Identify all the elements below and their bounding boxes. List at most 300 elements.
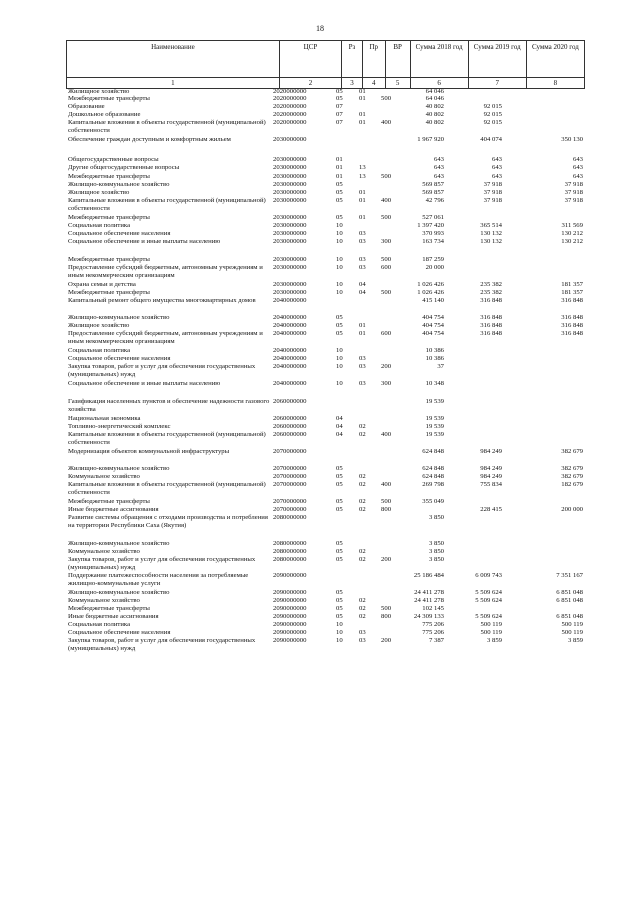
row-sum-2018: 37 (437, 363, 444, 370)
row-sum-2018: 40 802 (425, 103, 444, 110)
row-sum-2020: 382 679 (561, 448, 583, 455)
row-pr: 03 (359, 264, 366, 271)
row-name: Коммунальное хозяйство (68, 473, 140, 480)
row-sum-2020: 182 679 (561, 481, 583, 488)
row-sum-2018: 7 387 (428, 637, 444, 644)
row-sum-2020: 200 000 (561, 506, 583, 513)
row-rz: 05 (336, 314, 343, 321)
page-number: 18 (316, 24, 324, 33)
row-sum-2018: 64 046 (425, 88, 444, 95)
budget-table (66, 40, 585, 856)
row-rz: 05 (336, 322, 343, 329)
row-sum-2018: 42 796 (425, 197, 444, 204)
row-csr: 2080000000 (273, 540, 307, 547)
row-rz: 10 (336, 637, 343, 644)
row-pr: 04 (359, 281, 366, 288)
row-sum-2019: 316 848 (480, 330, 502, 337)
row-name: Социальное обеспечение и иные выплаты населению (68, 238, 221, 245)
row-sum-2018: 370 993 (422, 230, 444, 237)
row-name: Социальная политика (68, 621, 131, 628)
row-vr: 300 (381, 380, 392, 387)
row-csr: 2090000000 (273, 613, 307, 620)
row-sum-2019: 37 918 (483, 181, 502, 188)
row-sum-2020: 382 679 (561, 465, 583, 472)
row-csr: 2020000000 (273, 103, 307, 110)
row-rz: 05 (336, 181, 343, 188)
row-csr: 2090000000 (273, 572, 307, 579)
row-rz: 10 (336, 347, 343, 354)
row-rz: 10 (336, 256, 343, 263)
row-name: Социальное обеспечение населения (68, 355, 171, 362)
row-name: Социальная политика (68, 347, 131, 354)
row-sum-2018: 10 386 (425, 347, 444, 354)
row-rz: 05 (336, 556, 343, 563)
row-sum-2018: 404 754 (422, 330, 444, 337)
row-sum-2020: 3 859 (567, 637, 583, 644)
row-sum-2018: 19 539 (425, 415, 444, 422)
row-csr: 2030000000 (273, 264, 307, 271)
row-pr: 03 (359, 238, 366, 245)
row-pr: 02 (359, 423, 366, 430)
row-sum-2019: 984 249 (480, 448, 502, 455)
row-rz: 05 (336, 605, 343, 612)
header-2019: Сумма 2019 год (468, 41, 526, 78)
row-name: Социальное обеспечение населения (68, 230, 171, 237)
row-name: Закупка товаров, работ и услуг для обеспечения государственных (муниципальных) нужд (68, 363, 256, 378)
row-csr: 2090000000 (273, 629, 307, 636)
row-sum-2020: 316 848 (561, 314, 583, 321)
row-rz: 05 (336, 506, 343, 513)
row-rz: 05 (336, 95, 343, 102)
row-name: Общегосударственные вопросы (68, 156, 159, 163)
row-sum-2019: 643 (491, 173, 502, 180)
row-sum-2020: 181 357 (561, 289, 583, 296)
row-csr: 2040000000 (273, 363, 307, 370)
row-rz: 05 (336, 481, 343, 488)
row-pr: 02 (359, 481, 366, 488)
row-sum-2020: 6 851 048 (556, 597, 583, 604)
row-pr: 02 (359, 506, 366, 513)
row-sum-2019: 235 382 (480, 281, 502, 288)
row-pr: 02 (359, 613, 366, 620)
row-sum-2020: 37 918 (564, 197, 583, 204)
row-name: Межбюджетные трансферты (68, 214, 150, 221)
row-sum-2019: 3 859 (486, 637, 502, 644)
row-rz: 07 (336, 111, 343, 118)
row-csr: 2040000000 (273, 355, 307, 362)
row-name: Жилищное хозяйство (68, 88, 130, 95)
row-csr: 2040000000 (273, 380, 307, 387)
row-sum-2019: 37 918 (483, 197, 502, 204)
row-csr: 2030000000 (273, 173, 307, 180)
row-rz: 01 (336, 164, 343, 171)
row-sum-2019: 92 015 (483, 119, 502, 126)
row-csr: 2090000000 (273, 605, 307, 612)
row-sum-2018: 24 411 278 (414, 589, 444, 596)
row-vr: 500 (381, 605, 392, 612)
row-sum-2019: 92 015 (483, 103, 502, 110)
row-sum-2019: 643 (491, 156, 502, 163)
row-vr: 800 (381, 506, 392, 513)
row-name: Капитальные вложения в объекты государственной (муниципальной) собственности (68, 481, 266, 496)
row-sum-2018: 1 026 426 (417, 289, 444, 296)
row-rz: 10 (336, 230, 343, 237)
row-sum-2018: 269 798 (422, 481, 444, 488)
row-pr: 02 (359, 431, 366, 438)
row-sum-2018: 187 259 (422, 256, 444, 263)
row-csr: 2040000000 (273, 322, 307, 329)
row-name: Модернизация объектов коммунальной инфраструктуры (68, 448, 230, 455)
row-pr: 02 (359, 548, 366, 555)
row-vr: 500 (381, 498, 392, 505)
row-name: Жилищно-коммунальное хозяйство (68, 314, 170, 321)
row-rz: 05 (336, 540, 343, 547)
col-num: 3 (342, 78, 363, 89)
row-sum-2018: 3 850 (428, 540, 444, 547)
row-sum-2020: 181 357 (561, 281, 583, 288)
row-pr: 03 (359, 629, 366, 636)
row-sum-2018: 355 049 (422, 498, 444, 505)
row-sum-2020: 500 119 (561, 629, 583, 636)
row-pr: 03 (359, 256, 366, 263)
row-csr: 2070000000 (273, 473, 307, 480)
row-sum-2018: 3 850 (428, 548, 444, 555)
row-csr: 2070000000 (273, 465, 307, 472)
header-csr: ЦСР (279, 41, 341, 78)
row-name: Национальная экономика (68, 415, 141, 422)
row-pr: 04 (359, 289, 366, 296)
row-sum-2018: 19 539 (425, 423, 444, 430)
row-csr: 2080000000 (273, 548, 307, 555)
row-name: Межбюджетные трансферты (68, 173, 150, 180)
row-rz: 05 (336, 197, 343, 204)
row-pr: 01 (359, 88, 366, 95)
row-pr: 03 (359, 363, 366, 370)
row-sum-2018: 1 026 426 (417, 281, 444, 288)
row-name: Газификация населенных пунктов и обеспечение надежности газового хозяйства (68, 398, 270, 413)
row-rz: 04 (336, 423, 343, 430)
row-name: Межбюджетные трансферты (68, 498, 150, 505)
row-name: Межбюджетные трансферты (68, 95, 150, 102)
header-2018: Сумма 2018 год (410, 41, 468, 78)
row-sum-2018: 3 850 (428, 514, 444, 521)
row-csr: 2060000000 (273, 423, 307, 430)
header-2020: Сумма 2020 год (526, 41, 584, 78)
row-rz: 07 (336, 103, 343, 110)
col-num: 6 (410, 78, 468, 89)
header-name: Наименование (67, 41, 280, 78)
row-sum-2018: 3 850 (428, 556, 444, 563)
row-name: Предоставление субсидий бюджетным, автономным учреждениям и иным некоммерческим организациям (68, 330, 263, 345)
row-sum-2019: 5 509 624 (475, 597, 502, 604)
row-sum-2019: 130 132 (480, 230, 502, 237)
row-sum-2018: 25 186 484 (413, 572, 444, 579)
row-sum-2019: 755 834 (480, 481, 502, 488)
row-sum-2020: 643 (572, 156, 583, 163)
row-sum-2020: 311 569 (561, 222, 583, 229)
row-vr: 500 (381, 289, 392, 296)
row-csr: 2060000000 (273, 398, 307, 405)
row-name: Жилищное хозяйство (68, 189, 130, 196)
row-rz: 05 (336, 88, 343, 95)
row-sum-2018: 163 734 (422, 238, 444, 245)
row-sum-2018: 1 397 420 (417, 222, 444, 229)
row-sum-2019: 6 009 743 (475, 572, 502, 579)
row-vr: 800 (381, 613, 392, 620)
row-rz: 01 (336, 156, 343, 163)
row-csr: 2090000000 (273, 597, 307, 604)
row-sum-2018: 1 967 920 (417, 136, 444, 143)
col-num: 2 (279, 78, 341, 89)
col-num: 5 (385, 78, 410, 89)
row-rz: 05 (336, 548, 343, 555)
row-sum-2020: 316 848 (561, 330, 583, 337)
row-vr: 500 (381, 214, 392, 221)
row-name: Капитальный ремонт общего имущества многоквартирных домов (68, 297, 256, 304)
row-csr: 2060000000 (273, 415, 307, 422)
row-csr: 2040000000 (273, 330, 307, 337)
row-sum-2019: 365 514 (480, 222, 502, 229)
row-csr: 2030000000 (273, 214, 307, 221)
row-sum-2018: 527 061 (422, 214, 444, 221)
row-csr: 2070000000 (273, 506, 307, 513)
row-pr: 02 (359, 473, 366, 480)
row-rz: 05 (336, 597, 343, 604)
row-rz: 10 (336, 281, 343, 288)
header-rz: Рз (342, 41, 363, 78)
row-rz: 10 (336, 222, 343, 229)
row-rz: 05 (336, 473, 343, 480)
row-sum-2020: 350 130 (561, 136, 583, 143)
row-rz: 04 (336, 431, 343, 438)
row-sum-2019: 5 509 624 (475, 589, 502, 596)
row-name: Социальное обеспечение и иные выплаты населению (68, 380, 221, 387)
header-vr: ВР (385, 41, 410, 78)
row-csr: 2040000000 (273, 297, 307, 304)
row-csr: 2070000000 (273, 498, 307, 505)
row-sum-2018: 643 (433, 173, 444, 180)
col-num: 4 (362, 78, 385, 89)
row-name: Капитальные вложения в объекты государственной (муниципальной) собственности (68, 431, 266, 446)
row-name: Коммунальное хозяйство (68, 548, 140, 555)
row-sum-2018: 20 000 (425, 264, 444, 271)
row-sum-2018: 775 206 (422, 621, 444, 628)
row-pr: 02 (359, 556, 366, 563)
row-csr: 2020000000 (273, 119, 307, 126)
row-pr: 03 (359, 637, 366, 644)
row-sum-2020: 7 351 167 (556, 572, 583, 579)
row-sum-2018: 64 046 (425, 95, 444, 102)
row-name: Межбюджетные трансферты (68, 605, 150, 612)
row-sum-2020: 643 (572, 173, 583, 180)
row-name: Жилищно-коммунальное хозяйство (68, 181, 170, 188)
row-csr: 2090000000 (273, 589, 307, 596)
row-name: Топливно-энергетический комплекс (68, 423, 171, 430)
row-rz: 04 (336, 415, 343, 422)
row-csr: 2030000000 (273, 256, 307, 263)
row-sum-2018: 569 857 (422, 189, 444, 196)
row-sum-2018: 624 848 (422, 465, 444, 472)
col-num: 1 (67, 78, 280, 89)
row-name: Жилищно-коммунальное хозяйство (68, 540, 170, 547)
row-sum-2018: 643 (433, 156, 444, 163)
row-name: Капитальные вложения в объекты государственной (муниципальной) собственности (68, 119, 266, 134)
row-name: Жилищное хозяйство (68, 322, 130, 329)
header-pr: Пр (362, 41, 385, 78)
row-rz: 05 (336, 214, 343, 221)
row-vr: 600 (381, 330, 392, 337)
row-pr: 01 (359, 95, 366, 102)
row-sum-2018: 415 140 (422, 297, 444, 304)
row-csr: 2030000000 (273, 222, 307, 229)
row-vr: 400 (381, 197, 392, 204)
row-rz: 10 (336, 621, 343, 628)
row-csr: 2030000000 (273, 281, 307, 288)
row-vr: 200 (381, 637, 392, 644)
row-vr: 400 (381, 481, 392, 488)
row-csr: 2020000000 (273, 95, 307, 102)
row-name: Социальное обеспечение населения (68, 629, 171, 636)
row-sum-2019: 235 382 (480, 289, 502, 296)
row-name: Обеспечение граждан доступным и комфортным жильем (68, 136, 231, 143)
row-csr: 2070000000 (273, 448, 307, 455)
row-sum-2020: 643 (572, 164, 583, 171)
row-sum-2018: 24 309 133 (413, 613, 444, 620)
row-name: Образование (68, 103, 105, 110)
row-sum-2019: 316 848 (480, 314, 502, 321)
row-csr: 2040000000 (273, 347, 307, 354)
row-rz: 10 (336, 289, 343, 296)
row-pr: 02 (359, 605, 366, 612)
row-pr: 02 (359, 498, 366, 505)
row-sum-2018: 102 145 (422, 605, 444, 612)
col-num: 7 (468, 78, 526, 89)
row-vr: 200 (381, 556, 392, 563)
row-sum-2019: 500 119 (480, 629, 502, 636)
row-sum-2020: 316 848 (561, 297, 583, 304)
row-name: Закупка товаров, работ и услуг для обеспечения государственных (муниципальных) нужд (68, 637, 256, 652)
row-vr: 500 (381, 256, 392, 263)
row-sum-2018: 40 802 (425, 119, 444, 126)
row-name: Иные бюджетные ассигнования (68, 506, 159, 513)
row-csr: 2080000000 (273, 556, 307, 563)
row-csr: 2030000000 (273, 230, 307, 237)
row-csr: 2030000000 (273, 164, 307, 171)
row-name: Поддержание платежеспособности населения за потребляемые жилищно-коммунальные услуги (68, 572, 249, 587)
row-vr: 600 (381, 264, 392, 271)
row-sum-2020: 130 212 (561, 238, 583, 245)
row-pr: 03 (359, 380, 366, 387)
row-sum-2020: 500 119 (561, 621, 583, 628)
row-sum-2020: 130 212 (561, 230, 583, 237)
row-rz: 07 (336, 119, 343, 126)
row-pr: 01 (359, 119, 366, 126)
row-name: Жилищно-коммунальное хозяйство (68, 589, 170, 596)
row-sum-2019: 984 249 (480, 473, 502, 480)
row-pr: 02 (359, 597, 366, 604)
row-pr: 01 (359, 189, 366, 196)
row-pr: 01 (359, 111, 366, 118)
row-sum-2019: 5 509 624 (475, 613, 502, 620)
row-rz: 05 (336, 498, 343, 505)
row-csr: 2030000000 (273, 197, 307, 204)
row-pr: 03 (359, 230, 366, 237)
row-name: Коммунальное хозяйство (68, 597, 140, 604)
row-rz: 10 (336, 264, 343, 271)
row-sum-2019: 130 132 (480, 238, 502, 245)
row-sum-2018: 624 848 (422, 473, 444, 480)
row-csr: 2090000000 (273, 637, 307, 644)
row-pr: 01 (359, 322, 366, 329)
row-pr: 13 (359, 164, 366, 171)
row-sum-2018: 19 539 (425, 431, 444, 438)
row-name: Межбюджетные трансферты (68, 289, 150, 296)
row-rz: 05 (336, 189, 343, 196)
row-sum-2018: 10 348 (425, 380, 444, 387)
row-rz: 10 (336, 238, 343, 245)
row-pr: 01 (359, 214, 366, 221)
row-sum-2018: 569 857 (422, 181, 444, 188)
row-csr: 2060000000 (273, 431, 307, 438)
row-csr: 2030000000 (273, 238, 307, 245)
row-sum-2020: 6 851 048 (556, 613, 583, 620)
row-csr: 2030000000 (273, 289, 307, 296)
row-sum-2020: 382 679 (561, 473, 583, 480)
row-rz: 10 (336, 363, 343, 370)
row-sum-2018: 404 754 (422, 322, 444, 329)
row-rz: 10 (336, 380, 343, 387)
row-vr: 200 (381, 363, 392, 370)
row-name: Другие общегосударственные вопросы (68, 164, 180, 171)
row-rz: 05 (336, 613, 343, 620)
row-csr: 2040000000 (273, 314, 307, 321)
col-num: 8 (526, 78, 584, 89)
row-csr: 2080000000 (273, 514, 307, 521)
row-sum-2018: 404 754 (422, 314, 444, 321)
row-rz: 01 (336, 173, 343, 180)
row-sum-2020: 6 851 048 (556, 589, 583, 596)
row-rz: 05 (336, 330, 343, 337)
row-rz: 10 (336, 355, 343, 362)
row-csr: 2030000000 (273, 181, 307, 188)
row-csr: 2030000000 (273, 156, 307, 163)
row-vr: 300 (381, 238, 392, 245)
row-vr: 500 (381, 173, 392, 180)
row-sum-2019: 500 119 (480, 621, 502, 628)
row-name: Охрана семьи и детства (68, 281, 136, 288)
row-sum-2020: 37 918 (564, 181, 583, 188)
row-name: Дошкольное образование (68, 111, 141, 118)
row-rz: 10 (336, 629, 343, 636)
row-name: Капитальные вложения в объекты государственной (муниципальной) собственности (68, 197, 266, 212)
row-sum-2018: 40 802 (425, 111, 444, 118)
row-vr: 400 (381, 119, 392, 126)
row-pr: 03 (359, 355, 366, 362)
row-sum-2020: 316 848 (561, 322, 583, 329)
row-sum-2019: 984 249 (480, 465, 502, 472)
row-sum-2019: 404 074 (480, 136, 502, 143)
row-name: Предоставление субсидий бюджетным, автономным учреждениям и иным некоммерческим организациям (68, 264, 263, 279)
row-vr: 400 (381, 431, 392, 438)
row-sum-2018: 24 411 278 (414, 597, 444, 604)
row-sum-2019: 316 848 (480, 297, 502, 304)
row-name: Развитие системы обращения с отходами производства и потребления на территории Республики Саха (Якутия) (68, 514, 268, 529)
row-sum-2018: 775 206 (422, 629, 444, 636)
row-sum-2018: 643 (433, 164, 444, 171)
row-rz: 05 (336, 589, 343, 596)
row-csr: 2070000000 (273, 481, 307, 488)
row-sum-2018: 19 539 (425, 398, 444, 405)
